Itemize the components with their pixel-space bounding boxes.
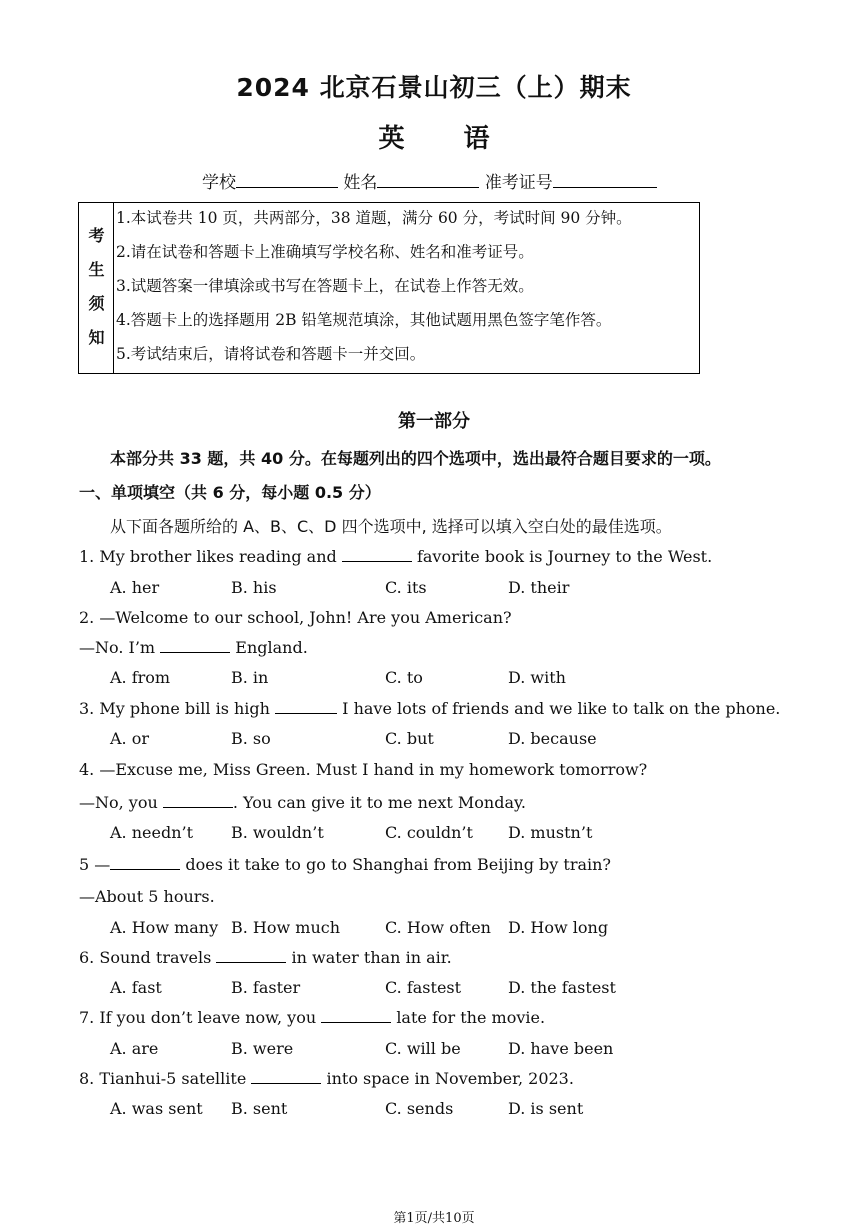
option: A. fast — [110, 978, 162, 997]
option: C. will be — [385, 1039, 461, 1058]
exam-title: 2024 北京石景山初三（上）期末 — [236, 73, 632, 102]
option: D. How long — [508, 918, 609, 937]
question-5-reply: —About 5 hours. — [79, 887, 215, 906]
option: D. have been — [508, 1039, 614, 1058]
notice-item: 3.试题答案一律填涂或书写在答题卡上，在试卷上作答无效。 — [116, 277, 534, 295]
notice-item: 5.考试结束后，请将试卷和答题卡一并交回。 — [116, 345, 426, 363]
option: B. his — [231, 578, 277, 597]
id-blank — [553, 171, 657, 188]
student-info-line — [202, 168, 657, 193]
answer-blank — [216, 948, 286, 963]
answer-blank — [251, 1069, 321, 1084]
option: C. fastest — [385, 978, 462, 997]
option: D. because — [508, 729, 597, 748]
answer-blank — [110, 855, 180, 870]
notice-head-char: 考 — [88, 226, 105, 245]
option: D. their — [508, 578, 570, 597]
option: D. mustn’t — [508, 823, 593, 842]
school-label: 学校 — [202, 173, 236, 193]
section-title: 一、单项填空（共 6 分，每小题 0.5 分） — [79, 483, 381, 502]
option: B. wouldn’t — [231, 823, 324, 842]
option: C. to — [385, 668, 423, 687]
page-number: 第1页/共10页 — [393, 1211, 475, 1226]
part-title: 第一部分 — [398, 411, 470, 432]
answer-blank — [275, 699, 337, 714]
option: A. was sent — [110, 1099, 203, 1118]
option: B. in — [231, 668, 269, 687]
option: D. with — [508, 668, 566, 687]
question-2: 2. —Welcome to our school, John! Are you American? — [79, 608, 512, 627]
id-label: 准考证号 — [484, 173, 553, 193]
option: B. faster — [231, 978, 301, 997]
option: A. her — [110, 578, 160, 597]
question-4: 4. —Excuse me, Miss Green. Must I hand in my homework tomorrow? — [79, 760, 648, 779]
option: A. How many — [110, 918, 219, 937]
option: C. sends — [385, 1099, 454, 1118]
notice-item: 2.请在试卷和答题卡上准确填写学校名称、姓名和准考证号。 — [116, 243, 534, 261]
name-label: 姓名 — [343, 173, 378, 193]
option: A. are — [110, 1039, 159, 1058]
notice-head-char: 知 — [88, 328, 105, 347]
option: C. How often — [385, 918, 491, 937]
notice-item: 1.本试卷共 10 页，共两部分，38 道题，满分 60 分，考试时间 90 分钟。 — [116, 209, 632, 227]
question-3: 3. My phone bill is high I have lots of friends and we like to talk on the phone. — [79, 699, 781, 718]
option: D. is sent — [508, 1099, 584, 1118]
notice-head-char: 生 — [88, 260, 105, 279]
name-blank — [377, 171, 479, 188]
option: D. the fastest — [508, 978, 616, 997]
question-6: 6. Sound travels in water than in air. — [79, 948, 452, 967]
option: A. from — [110, 668, 171, 687]
question-8: 8. Tianhui-5 satellite into space in November, 2023. — [79, 1069, 574, 1088]
school-blank — [236, 171, 338, 188]
notice-item: 4.答题卡上的选择题用 2B 铅笔规范填涂，其他试题用黑色签字笔作答。 — [116, 311, 612, 329]
question-4-reply: —No, you . You can give it to me next Monday. — [79, 793, 527, 812]
answer-blank — [342, 547, 412, 562]
notice-head-char: 须 — [88, 294, 105, 313]
answer-blank — [163, 793, 233, 808]
answer-blank — [160, 638, 230, 653]
notice-heading — [79, 203, 114, 373]
option: C. but — [385, 729, 434, 748]
answer-blank — [321, 1008, 391, 1023]
option: C. its — [385, 578, 427, 597]
question-2-reply: —No. I’m England. — [79, 638, 308, 657]
part-intro: 本部分共 33 题，共 40 分。在每题列出的四个选项中，选出最符合题目要求的一项。 — [110, 449, 721, 468]
option: B. How much — [231, 918, 341, 937]
section-instruction: 从下面各题所给的 A、B、C、D 四个选项中, 选择可以填入空白处的最佳选项。 — [110, 517, 672, 536]
option: B. were — [231, 1039, 294, 1058]
option: B. sent — [231, 1099, 288, 1118]
option: A. or — [110, 729, 150, 748]
question-5: 5 — does it take to go to Shanghai from Beijing by train? — [79, 855, 612, 874]
subject-title: 英 语 — [378, 124, 490, 154]
option: A. needn’t — [110, 823, 194, 842]
notice-box — [78, 202, 700, 374]
option: B. so — [231, 729, 271, 748]
question-7: 7. If you don’t leave now, you late for the movie. — [79, 1008, 546, 1027]
option: C. couldn’t — [385, 823, 473, 842]
question-1: 1. My brother likes reading and favorite book is Journey to the West. — [79, 547, 713, 566]
